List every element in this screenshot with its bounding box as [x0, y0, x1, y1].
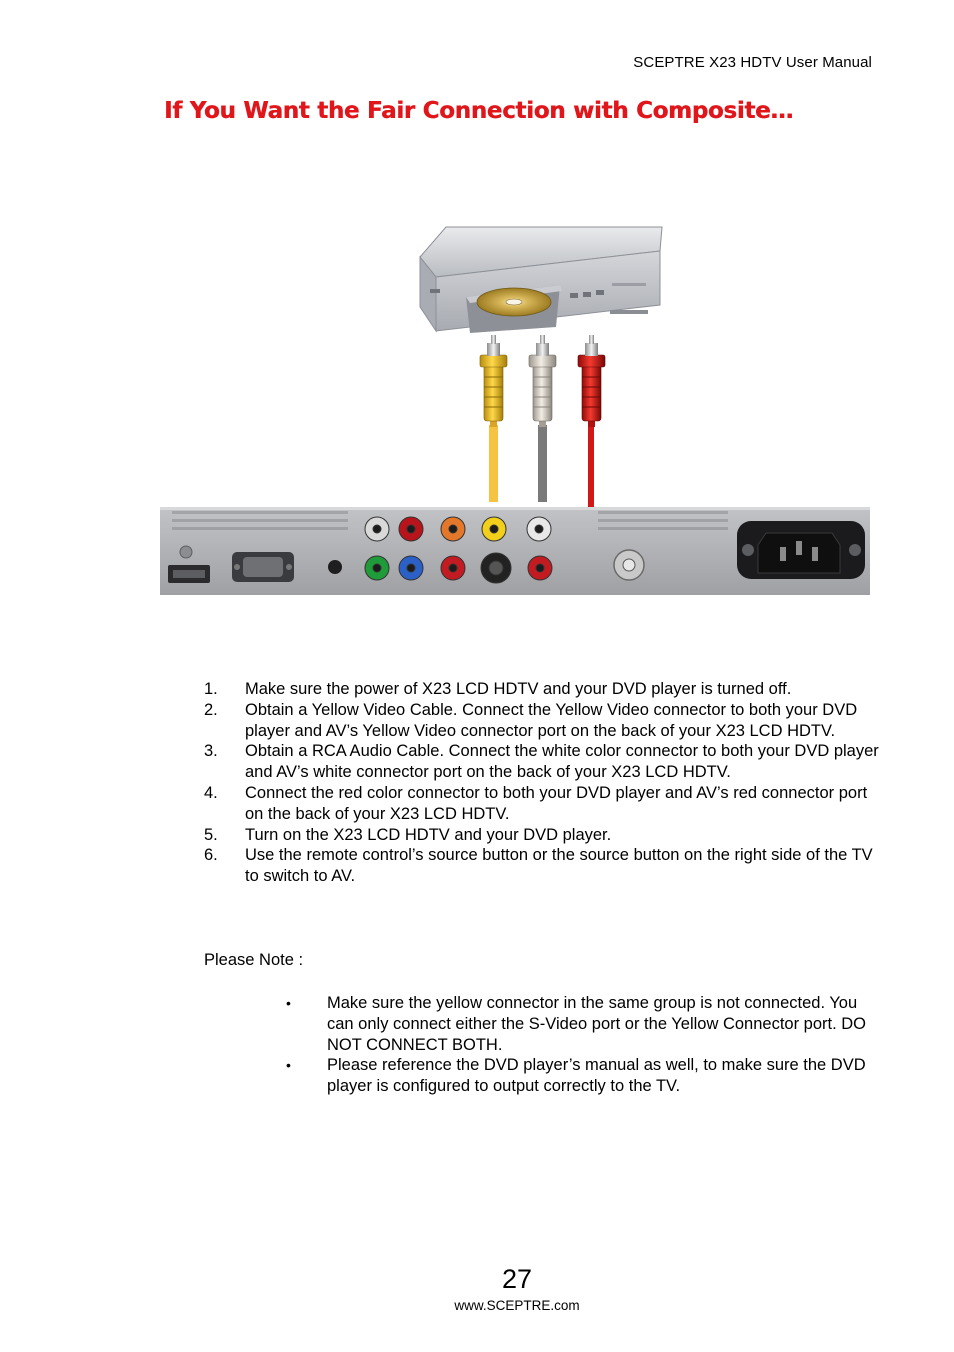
note-bullets [286, 993, 886, 1097]
instruction-steps [204, 679, 884, 887]
list-item [204, 741, 884, 783]
bullet-icon: • [286, 1057, 291, 1074]
list-item [204, 700, 884, 742]
manual-title: SCEPTRE X23 HDTV User Manual [633, 54, 872, 71]
step-number: 6. [204, 846, 218, 865]
page-number: 27 [501, 1264, 533, 1294]
note-label: Please Note : [204, 951, 304, 969]
step-text: Obtain a RCA Audio Cable. Connect the white color connector to both your DVD player and AV’s white connector port on the back of your X23 LCD HDTV. [245, 742, 879, 782]
bullet-text: Please reference the DVD player’s manual as well, to make sure the DVD player is configured to output correctly to the TV. [327, 1056, 866, 1096]
list-item [204, 845, 884, 887]
list-item [204, 679, 884, 700]
step-text: Turn on the X23 LCD HDTV and your DVD player. [245, 825, 612, 844]
step-text: Use the remote control’s source button or the source button on the right side of the TV to switch to AV. [245, 846, 873, 886]
step-text: Obtain a Yellow Video Cable. Connect the Yellow Video connector to both your DVD player and AV’s Yellow Video connector port on the back of your X23 LCD HDTV. [245, 700, 858, 740]
footer-url: www.SCEPTRE.com [454, 1298, 580, 1313]
step-text: Make sure the power of X23 LCD HDTV and your DVD player is turned off. [245, 680, 792, 698]
tv-rear-panel-icon [160, 507, 870, 595]
step-number: 1. [204, 680, 218, 698]
list-item [204, 825, 884, 846]
bullet-icon: • [286, 995, 291, 1011]
list-item [204, 783, 884, 825]
list-item [286, 993, 886, 1055]
connection-diagram [0, 215, 954, 605]
bullet-text: Make sure the yellow connector in the same group is not connected. You can only connect either the S-Video port or the Yellow Connector port. DO NOT CONNECT BOTH. [327, 994, 867, 1054]
step-number: 5. [204, 825, 218, 844]
list-item [286, 1055, 886, 1097]
step-number: 2. [204, 700, 218, 719]
step-text: Connect the red color connector to both your DVD player and AV’s red connector port on the back of your X23 LCD HDTV. [245, 783, 868, 823]
section-title: If You Want the Fair Connection with Composite… [164, 98, 794, 124]
dvd-player-icon [420, 227, 662, 333]
step-number: 4. [204, 783, 218, 802]
step-number: 3. [204, 742, 218, 761]
